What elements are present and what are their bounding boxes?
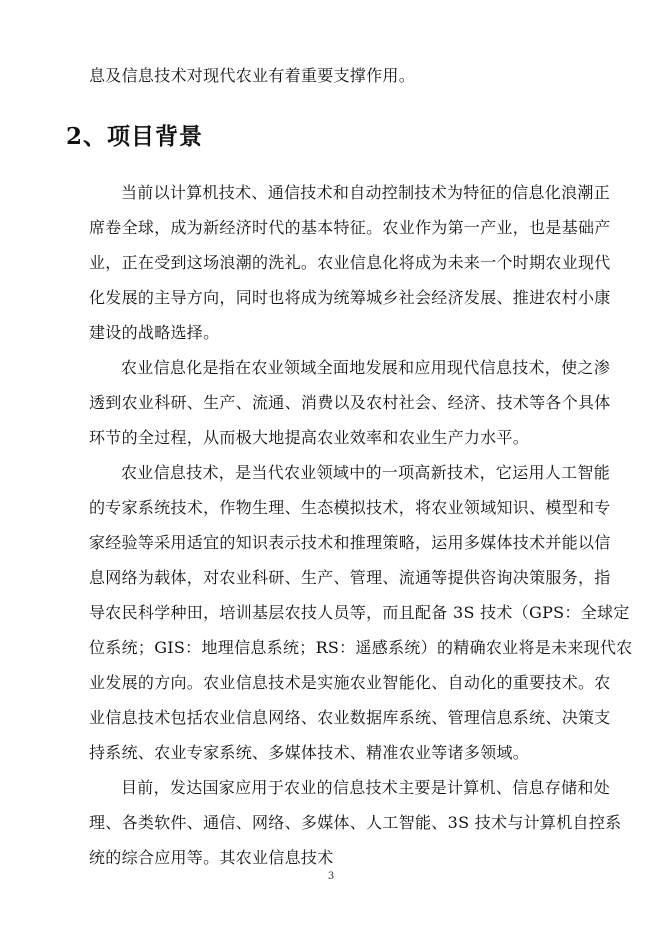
section-heading: 2、项目背景 — [66, 123, 204, 150]
paragraph-line: 持系统、农业专家系统、多媒体技术、精准农业等诸多领域。 — [89, 743, 530, 762]
paragraph-line: 建设的战略选择。 — [89, 323, 220, 342]
paragraph-line: 理、各类软件、通信、网络、多媒体、人工智能、3S 技术与计算机自控系 — [89, 813, 622, 832]
paragraph-line: 家经验等采用适宜的知识表示技术和推理策略，运用多媒体技术并能以信 — [89, 533, 611, 552]
paragraph-line: 统的综合应用等。其农业信息技术 — [89, 848, 334, 867]
text-line-continuation: 息及信息技术对现代农业有着重要支撑作用。 — [89, 66, 416, 85]
paragraph-line: 息网络为载体，对农业科研、生产、管理、流通等提供咨询决策服务，指 — [89, 568, 611, 587]
paragraph-line: 农业信息化是指在农业领域全面地发展和应用现代信息技术，使之渗 — [121, 358, 611, 377]
paragraph-line: 的专家系统技术，作物生理、生态模拟技术，将农业领域知识、模型和专 — [89, 498, 611, 517]
paragraph-line: 业信息技术包括农业信息网络、农业数据库系统、管理信息系统、决策支 — [89, 708, 611, 727]
paragraph-line: 农业信息技术，是当代农业领域中的一项高新技术，它运用人工智能 — [121, 463, 611, 482]
paragraph-line: 导农民科学种田，培训基层农技人员等，而且配备 3S 技术（GPS：全球定 — [89, 603, 630, 622]
paragraph-line: 席卷全球，成为新经济时代的基本特征。农业作为第一产业，也是基础产 — [89, 218, 611, 237]
paragraph-line: 化发展的主导方向，同时也将成为统筹城乡社会经济发展、推进农村小康 — [89, 288, 611, 307]
paragraph-line: 环节的全过程，从而极大地提高农业效率和农业生产力水平。 — [89, 428, 530, 447]
paragraph-line: 位系统；GIS：地理信息系统；RS：遥感系统）的精确农业将是未来现代农 — [89, 638, 633, 657]
paragraph-line: 透到农业科研、生产、流通、消费以及农村社会、经济、技术等各个具体 — [89, 393, 611, 412]
paragraph-line: 业发展的方向。农业信息技术是实施农业智能化、自动化的重要技术。农 — [89, 673, 611, 692]
paragraph-line: 当前以计算机技术、通信技术和自动控制技术为特征的信息化浪潮正 — [121, 183, 611, 202]
paragraph-line: 目前，发达国家应用于农业的信息技术主要是计算机、信息存储和处 — [121, 778, 611, 797]
paragraph-line: 业，正在受到这场浪潮的洗礼。农业信息化将成为未来一个时期农业现代 — [89, 253, 611, 272]
page-number: 3 — [327, 871, 335, 882]
